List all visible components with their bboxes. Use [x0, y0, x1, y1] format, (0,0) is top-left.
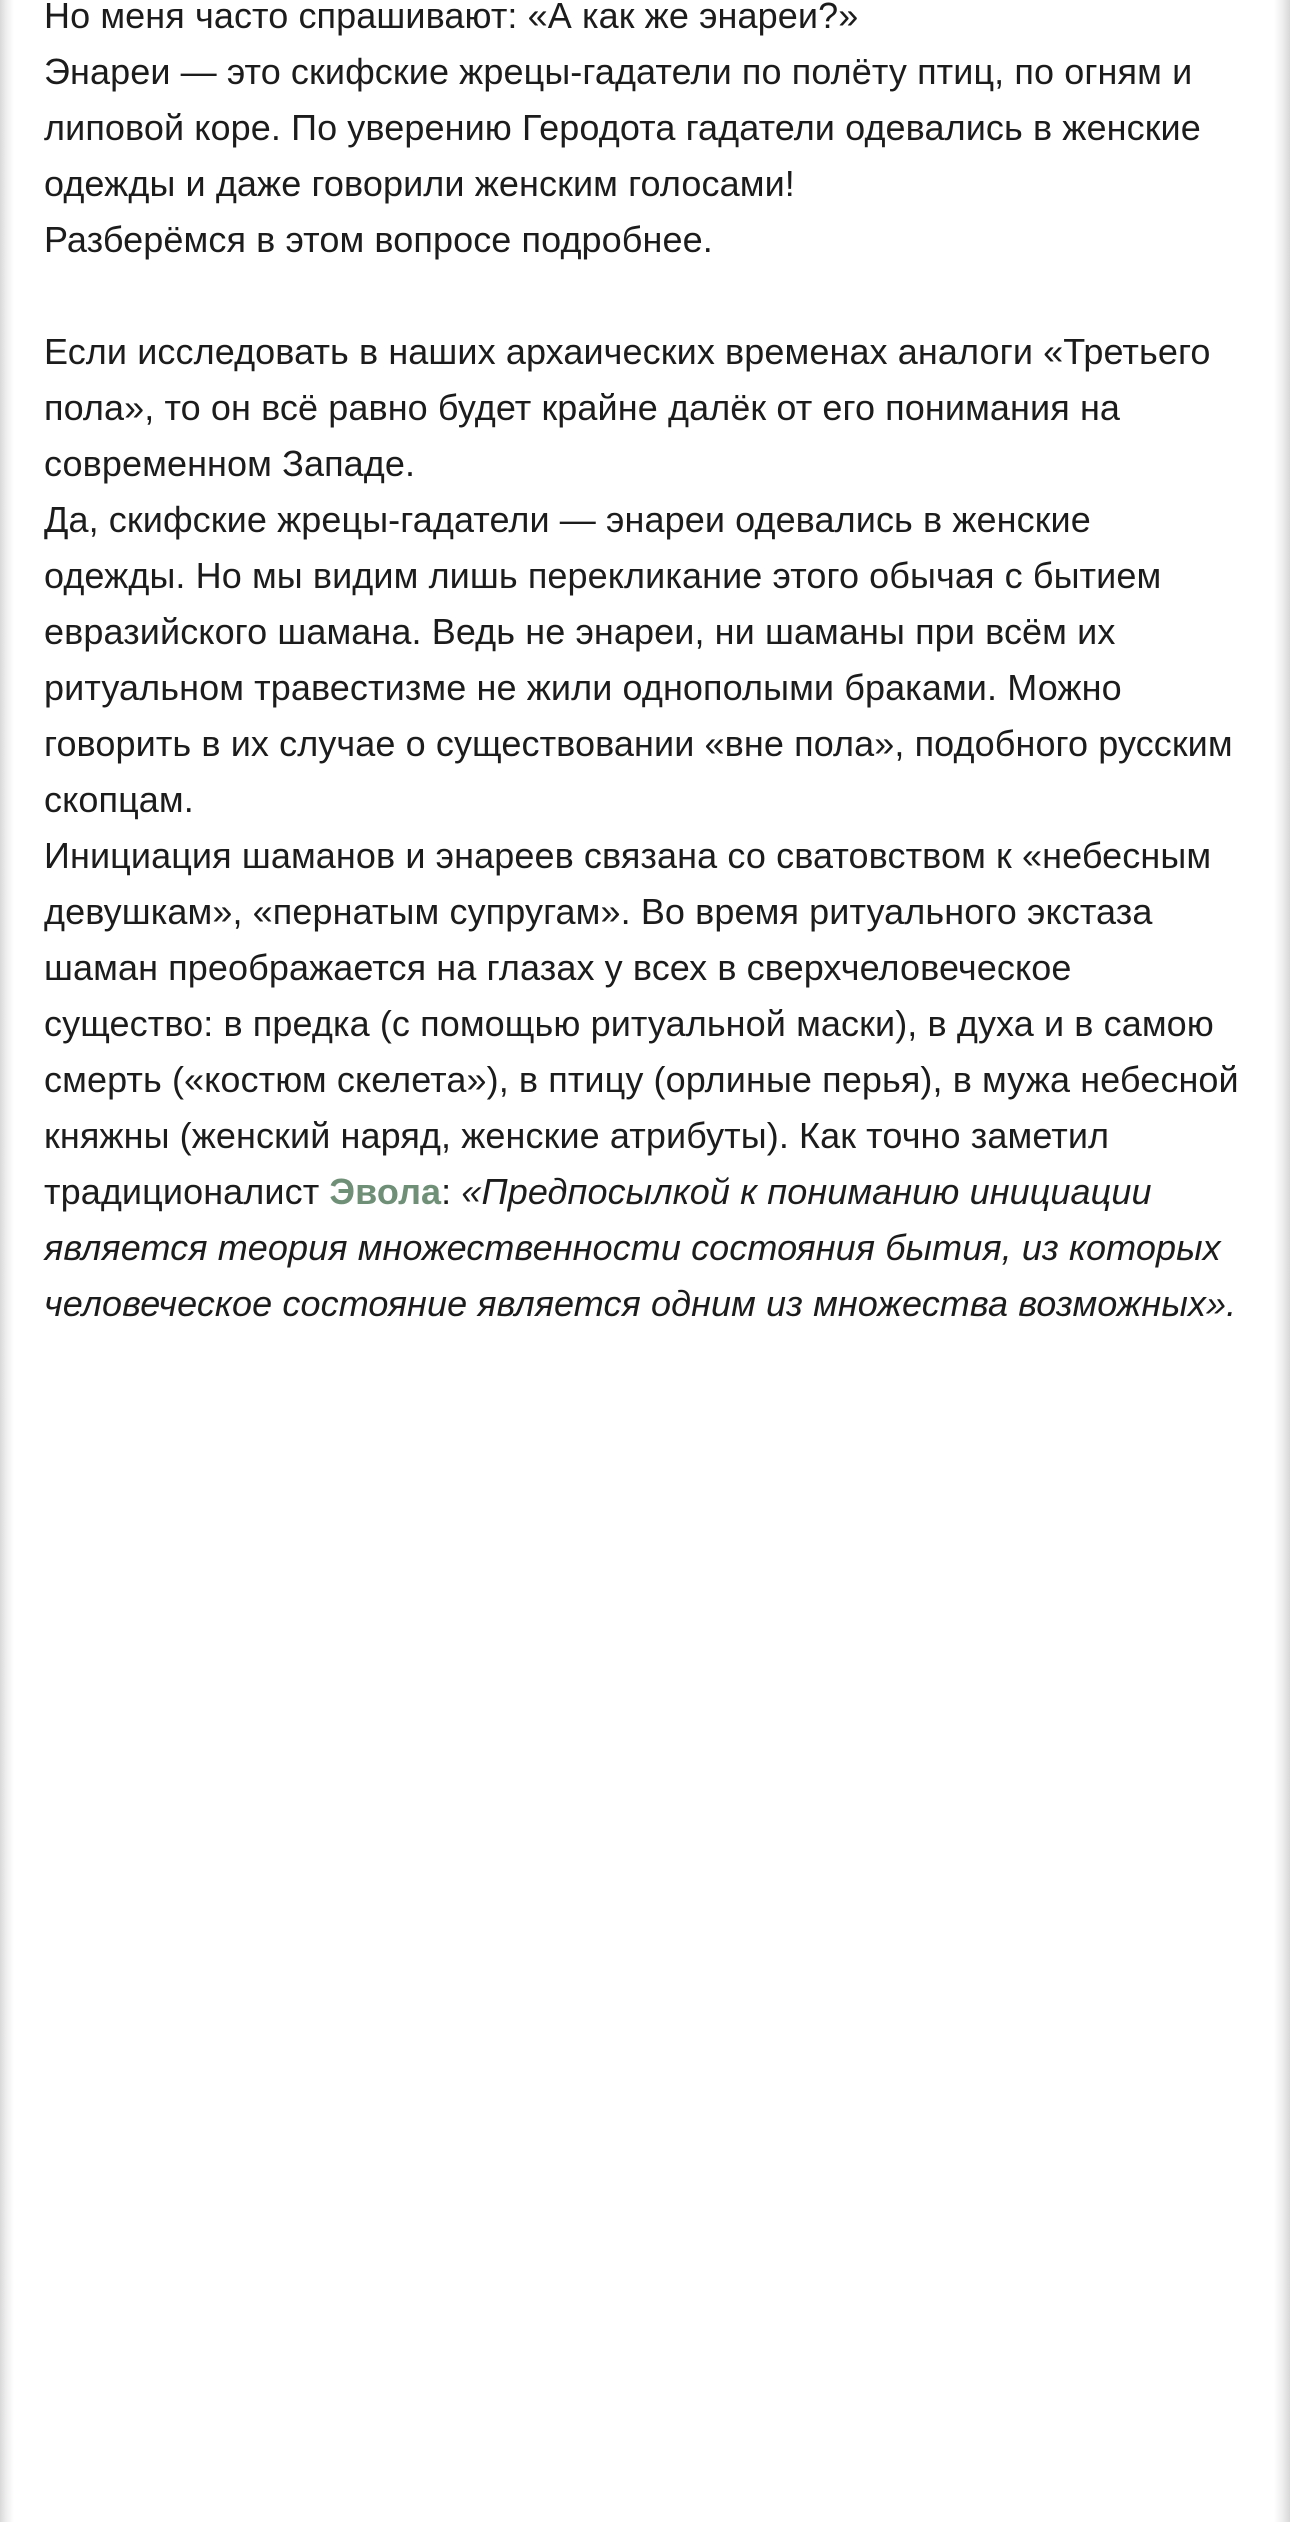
paragraph-spacer — [44, 268, 1239, 324]
initiation-colon: : — [441, 1171, 462, 1212]
evola-quote: «Предпосылкой к пониманию инициации является теория множественности состояния бытия, из которых человеческое состояние является одним из множества возможных». — [44, 1171, 1237, 1324]
paragraph-third-gender: Если исследовать в наших архаических временах аналоги «Третьего пола», то он всё равно будет крайне далёк от его понимания на современном Западе. — [44, 331, 1211, 484]
paragraph-lets-examine: Разберёмся в этом вопросе подробнее. — [44, 219, 713, 260]
paragraph-initiation — [44, 828, 1239, 1332]
initiation-text-lead: Инициация шаманов и энареев связана со сватовством к «небесным девушкам», «пернатым супругам». Во время ритуального экстаза шаман преображается на глазах у всех в сверхчеловеческое существо: в предка (с помощью ритуальной маски), в духа и в самою смерть («костюм скелета»), в птицу (орлиные перья), в мужа небесной княжны (женский наряд, женские атрибуты). Как точно заметил традиционалист — [44, 835, 1239, 1212]
paragraph-question: Но меня часто спрашивают: «А как же энареи?» — [44, 0, 859, 36]
right-edge-shadow — [1274, 0, 1290, 2522]
article-body — [44, 0, 1239, 1332]
paragraph-shaman-comparison: Да, скифские жрецы-гадатели — энареи одевались в женские одежды. Но мы видим лишь перекликание этого обычая с бытием евразийского шамана. Ведь не энареи, ни шаманы при всём их ритуальном травестизме не жили однополыми браками. Можно говорить в их случае о существовании «вне пола», подобного русским скопцам. — [44, 499, 1233, 820]
author-name-evola: Эвола — [329, 1171, 442, 1212]
left-edge-shadow — [0, 0, 14, 2522]
paragraph-enarei-definition: Энареи — это скифские жрецы-гадатели по полёту птиц, по огням и липовой коре. По уверению Геродота гадатели одевались в женские одежды и даже говорили женским голосами! — [44, 51, 1201, 204]
